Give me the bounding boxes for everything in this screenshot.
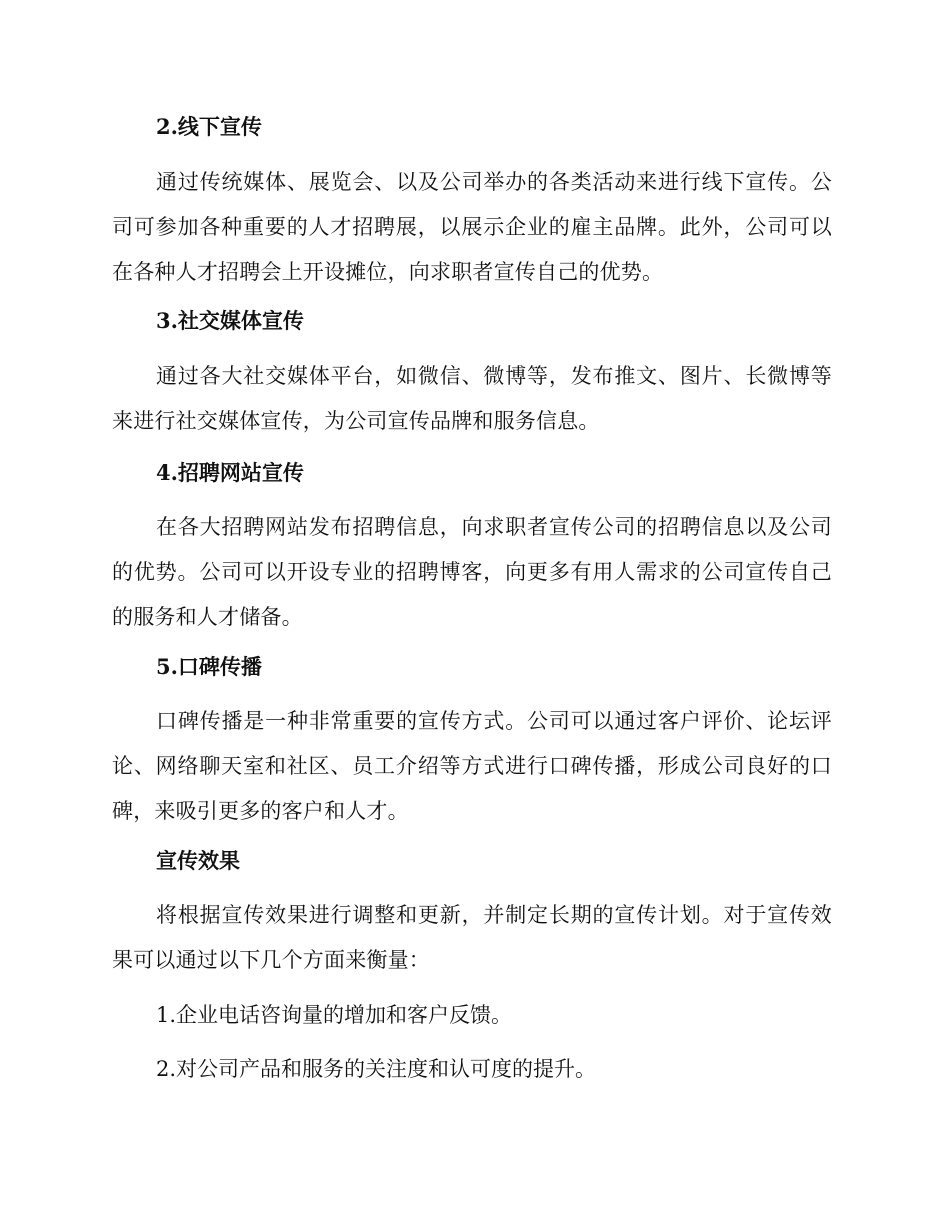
section-heading-effect: 宣传效果 — [156, 848, 240, 873]
section-paragraph-effect: 将根据宣传效果进行调整和更新，并制定长期的宣传计划。对于宣传效果可以通过以下几个方面来衡量： — [112, 903, 832, 972]
section-heading-word-of-mouth: 5.口碑传播 — [156, 654, 262, 679]
section-paragraph-recruitment-sites: 在各大招聘网站发布招聘信息，向求职者宣传公司的招聘信息以及公司的优势。公司可以开设专业的招聘博客，向更多有用人需求的公司宣传自己的服务和人才储备。 — [112, 515, 832, 629]
section-paragraph-offline: 通过传统媒体、展览会、以及公司举办的各类活动来进行线下宣传。公司可参加各种重要的人才招聘展，以展示企业的雇主品牌。此外，公司可以在各种人才招聘会上开设摊位，向求职者宣传自己的优势。 — [112, 170, 832, 284]
section-heading-offline: 2.线下宣传 — [156, 114, 262, 139]
section-paragraph-social-media: 通过各大社交媒体平台，如微信、微博等，发布推文、图片、长微博等来进行社交媒体宣传，为公司宣传品牌和服务信息。 — [112, 364, 832, 433]
section-heading-recruitment-sites: 4.招聘网站宣传 — [156, 460, 304, 485]
section-heading-social-media: 3.社交媒体宣传 — [156, 308, 304, 333]
section-paragraph-word-of-mouth: 口碑传播是一种非常重要的宣传方式。公司可以通过客户评价、论坛评论、网络聊天室和社区、员工介绍等方式进行口碑传播，形成公司良好的口碑，来吸引更多的客户和人才。 — [112, 709, 832, 823]
list-item: 2.对公司产品和服务的关注度和认可度的提升。 — [156, 1057, 597, 1081]
list-item: 1.企业电话咨询量的增加和客户反馈。 — [156, 1003, 513, 1027]
